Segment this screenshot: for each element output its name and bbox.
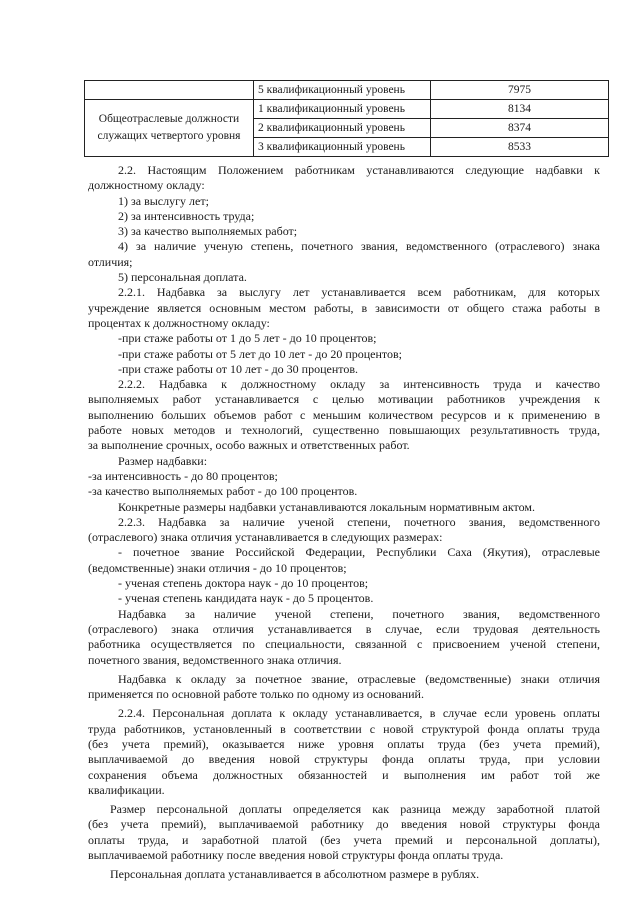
text-line: 2.2.3. Надбавка за наличие ученой степени, почетного звания, ведомственного bbox=[118, 514, 600, 529]
document-body bbox=[88, 163, 600, 883]
text-line: выплачиваемой работнику после введения новой структуры фонда оплаты труда. bbox=[88, 848, 504, 863]
text-line: 2.2.4. Персональная доплата к окладу устанавливается, в случае если уровень оплаты bbox=[118, 706, 600, 721]
text-line: 2) за интенсивность труда; bbox=[118, 208, 255, 223]
text-line: 2.2.2. Надбавка к должностному окладу за интенсивность труда и качество bbox=[118, 377, 600, 392]
text-line: -при стаже работы от 1 до 5 лет - до 10 процентов; bbox=[118, 331, 377, 346]
text-line: отличия; bbox=[88, 254, 133, 269]
text-line: оплаты труда, и заработной платой (без учета премий и персональной доплаты), bbox=[88, 832, 600, 847]
text-line: (отраслевого) знака отличия устанавливается в следующих размерах: bbox=[88, 530, 443, 545]
text-line: почетного звания, ведомственного знака отличия. bbox=[88, 652, 342, 667]
text-line: (ведомственные) знаки отличия - до 10 процентов; bbox=[88, 560, 347, 575]
table-cell-value: 8374 bbox=[431, 119, 609, 138]
table-cell-value: 7975 bbox=[431, 81, 609, 100]
table-cell-group: Общеотраслевые должности служащих четвертого уровня bbox=[85, 100, 254, 157]
text-line: выполняемых работ устанавливается с целью мотивации работников учреждения к bbox=[88, 392, 600, 407]
text-line: 2.2. Настоящим Положением работникам устанавливаются следующие надбавки к bbox=[118, 163, 600, 177]
table-cell-value: 8134 bbox=[431, 100, 609, 119]
table-cell-group bbox=[85, 81, 254, 100]
table-cell-value: 8533 bbox=[431, 138, 609, 157]
text-line: применяется по основной работе только по одному из оснований. bbox=[88, 687, 424, 702]
text-line: -при стаже работы от 10 лет - до 30 процентов. bbox=[118, 361, 359, 376]
text-line: Конкретные размеры надбавки устанавливаются локальным нормативным актом. bbox=[118, 499, 535, 514]
text-line: Персональная доплата устанавливается в абсолютном размере в рублях. bbox=[110, 867, 480, 882]
text-line: Размер надбавки: bbox=[118, 453, 208, 468]
salary-table bbox=[84, 80, 609, 157]
text-line: 5) персональная доплата. bbox=[118, 270, 247, 285]
text-line: 4) за наличие ученую степень, почетного звания, ведомственного (отраслевого) знака bbox=[118, 239, 600, 254]
text-line: -за интенсивность - до 80 процентов; bbox=[88, 468, 278, 483]
text-line: 3) за качество выполняемых работ; bbox=[118, 224, 298, 239]
text-line: учреждение является основным местом работы, в зависимости от общего стажа работы в bbox=[88, 300, 600, 315]
text-line: выплачиваемой до введения новой структуры фонда оплаты труда, при условии bbox=[88, 752, 600, 767]
text-line: (без учета премий), выплачиваемой работнику до введения новой структуры фонда bbox=[88, 817, 600, 832]
text-line: Надбавка за наличие ученой степени, почетного звания, ведомственного bbox=[118, 606, 600, 621]
text-line: работника осуществляется по специальности, связанной с присвоением ученой степени, bbox=[88, 637, 600, 652]
text-line: процентах к должностному окладу: bbox=[88, 315, 270, 330]
text-line: 1) за выслугу лет; bbox=[118, 193, 209, 208]
table-cell-level: 2 квалификационный уровень bbox=[254, 119, 431, 138]
table-row bbox=[85, 81, 609, 100]
table-cell-level: 3 квалификационный уровень bbox=[254, 138, 431, 157]
text-line: - почетное звание Российской Федерации, Республики Саха (Якутия), отраслевые bbox=[118, 545, 600, 560]
text-line: за выполнение срочных, особо важных и ответственных работ. bbox=[88, 438, 410, 453]
text-line: -за качество выполняемых работ - до 100 процентов. bbox=[88, 484, 358, 499]
text-line: (без учета премий), оказывается ниже уровня оплаты труда (без учета премий), bbox=[88, 736, 600, 751]
text-line: Размер персональной доплаты определяется как разница между заработной платой bbox=[110, 802, 600, 817]
table-row bbox=[85, 100, 609, 119]
text-line: труда работников, установленный в соответствии с новой структурой фонда оплаты труда bbox=[88, 721, 600, 736]
text-line: Надбавка к окладу за почетное звание, отраслевые (ведомственные) знаки отличия bbox=[118, 671, 600, 686]
text-line: (отраслевого) знака отличия устанавливается в случае, если трудовая деятельность bbox=[88, 621, 600, 636]
table-cell-level: 1 квалификационный уровень bbox=[254, 100, 431, 119]
text-line: работе новых методов и технологий, существенно повышающих результативность труда, bbox=[88, 423, 600, 438]
text-line: - ученая степень кандидата наук - до 5 процентов. bbox=[118, 591, 374, 606]
text-line: выполнению больших объемов работ с меньшим количеством ресурсов и к применению в bbox=[88, 407, 600, 422]
text-line: должностному окладу: bbox=[88, 178, 205, 193]
text-line: -при стаже работы от 5 лет до 10 лет - до 20 процентов; bbox=[118, 346, 403, 361]
text-line: - ученая степень доктора наук - до 10 процентов; bbox=[118, 576, 369, 591]
text-line: квалификации. bbox=[88, 782, 165, 797]
text-line: 2.2.1. Надбавка за выслугу лет устанавливается всем работникам, для которых bbox=[118, 285, 600, 300]
text-line: сохранения объема должностных обязанностей и выполнения им работ той же bbox=[88, 767, 600, 782]
table-cell-level: 5 квалификационный уровень bbox=[254, 81, 431, 100]
